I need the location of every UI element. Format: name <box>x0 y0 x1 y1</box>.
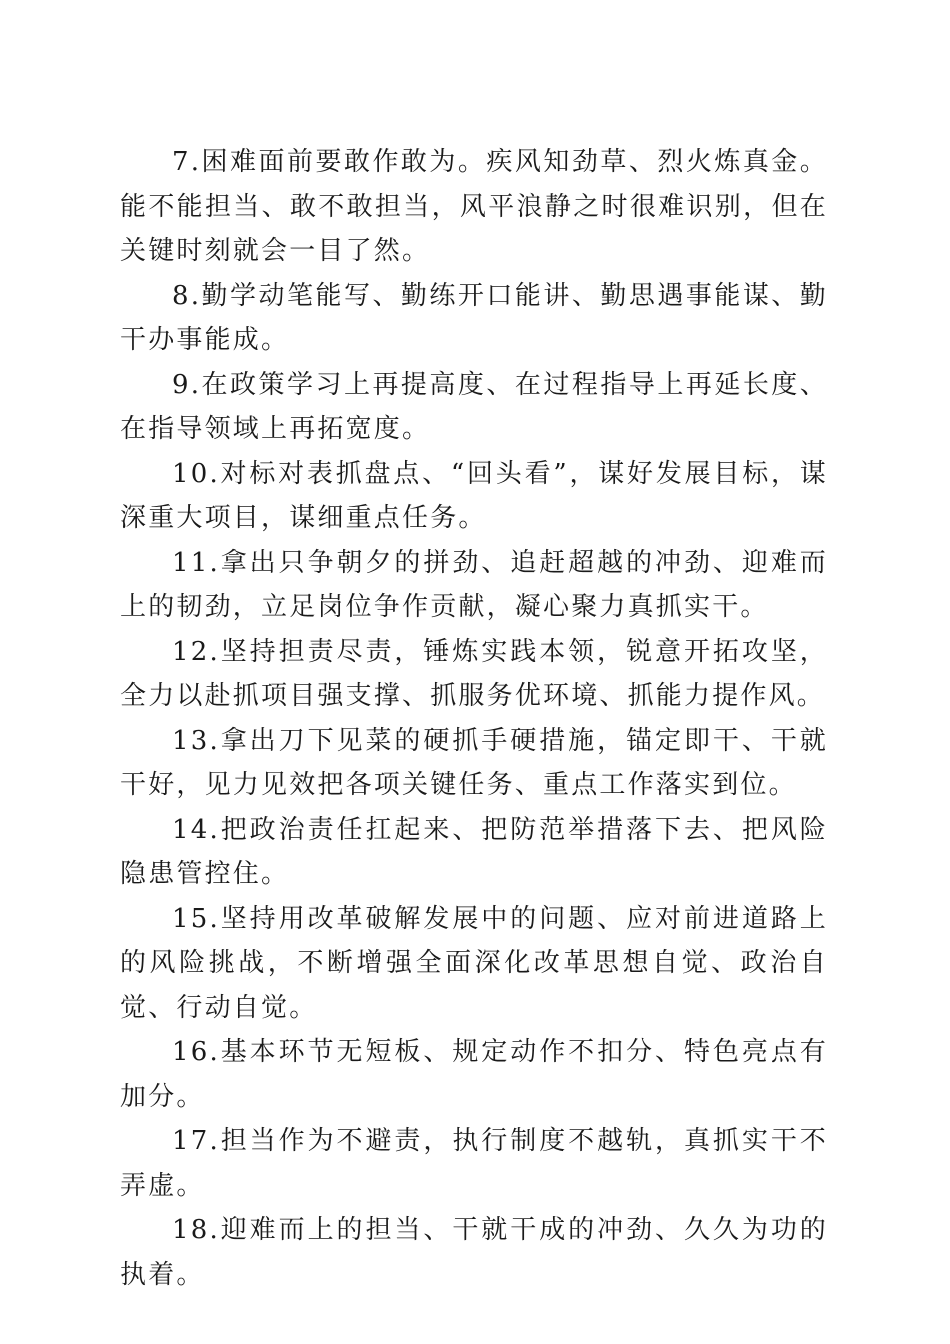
paragraph-15: 15.坚持用改革破解发展中的问题、应对前进道路上的风险挑战，不断增强全面深化改革思想自觉、政治自觉、行动自觉。 <box>120 903 828 1023</box>
paragraph-11: 11.拿出只争朝夕的拼劲、追赶超越的冲劲、迎难而上的韧劲，立足岗位争作贡献，凝心聚力真抓实干。 <box>120 547 828 622</box>
document-body <box>120 140 828 1297</box>
paragraph-9: 9.在政策学习上再提高度、在过程指导上再延长度、在指导领域上再拓宽度。 <box>120 369 828 444</box>
paragraph-8: 8.勤学动笔能写、勤练开口能讲、勤思遇事能谋、勤干办事能成。 <box>120 280 828 355</box>
paragraph-14: 14.把政治责任扛起来、把防范举措落下去、把风险隐患管控住。 <box>120 814 828 889</box>
paragraph-12: 12.坚持担责尽责，锤炼实践本领，锐意开拓攻坚，全力以赴抓项目强支撑、抓服务优环境、抓能力提作风。 <box>120 636 828 711</box>
paragraph-17: 17.担当作为不避责，执行制度不越轨，真抓实干不弄虚。 <box>120 1126 828 1201</box>
paragraph-10: 10.对标对表抓盘点、“回头看”，谋好发展目标，谋深重大项目，谋细重点任务。 <box>120 458 828 533</box>
paragraph-18: 18.迎难而上的担当、干就干成的冲劲、久久为功的执着。 <box>120 1215 828 1290</box>
paragraph-13: 13.拿出刀下见菜的硬抓手硬措施，锚定即干、干就干好，见力见效把各项关键任务、重点工作落实到位。 <box>120 725 828 800</box>
paragraph-7: 7.困难面前要敢作敢为。疾风知劲草、烈火炼真金。能不能担当、敢不敢担当，风平浪静之时很难识别，但在关键时刻就会一目了然。 <box>120 147 828 266</box>
paragraph-16: 16.基本环节无短板、规定动作不扣分、特色亮点有加分。 <box>120 1037 828 1112</box>
